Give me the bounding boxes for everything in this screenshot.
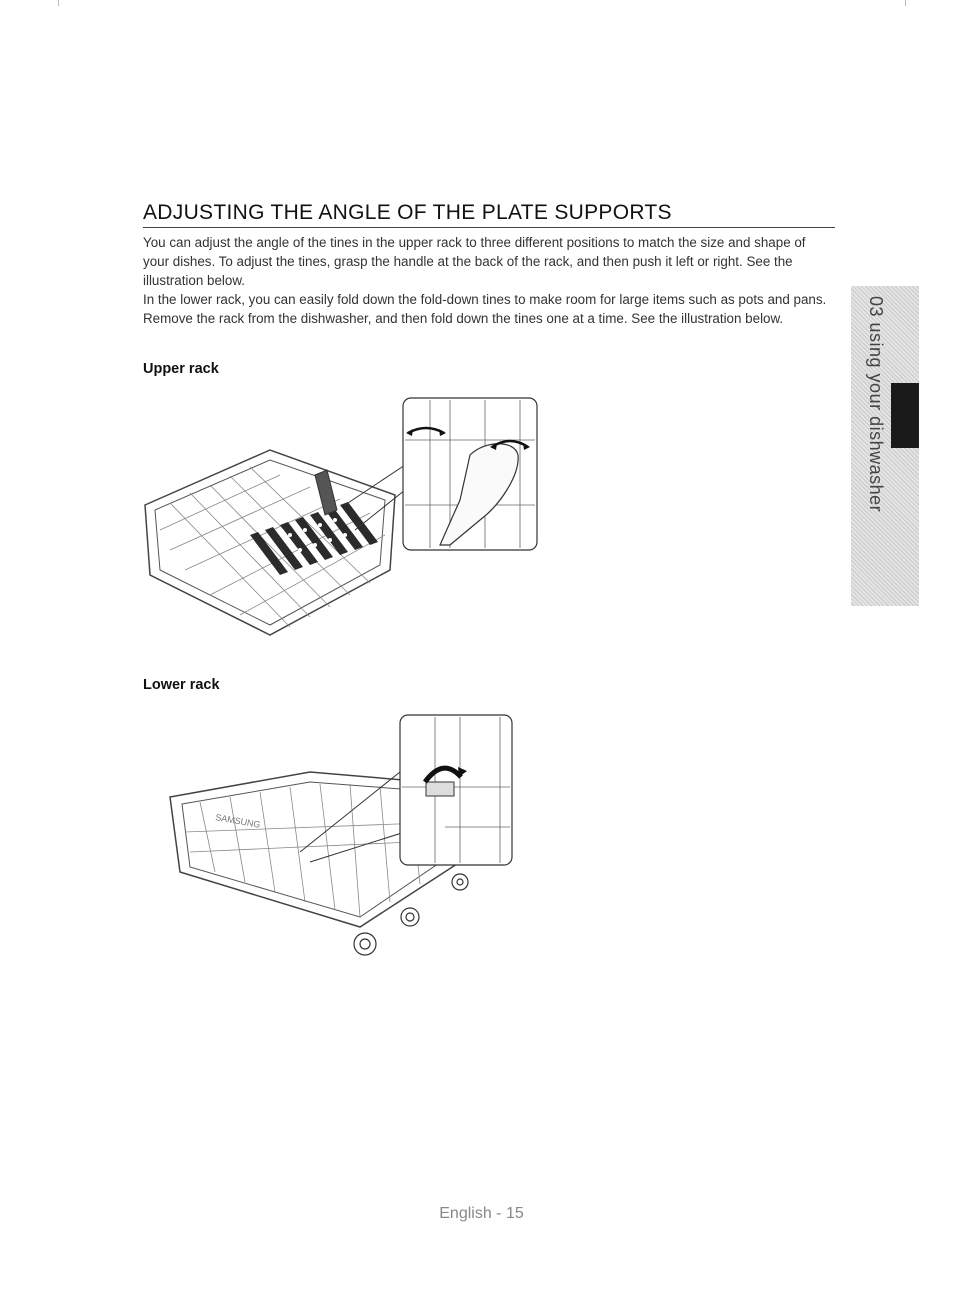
crop-mark-right [905, 0, 906, 6]
upper-rack-illustration [140, 395, 540, 650]
lower-rack-illustration [160, 712, 515, 962]
chapter-side-tab [851, 286, 919, 606]
page-number: English - 15 [439, 1205, 524, 1222]
rack-brand-text: SAMSUNG [214, 812, 262, 830]
crop-mark-left [58, 0, 59, 6]
chapter-marker [891, 383, 919, 448]
chapter-tab-label: 03 using your dishwasher [866, 296, 886, 513]
lower-rack-heading: Lower rack [143, 677, 220, 693]
paragraph-upper-rack: You can adjust the angle of the tines in the upper rack to three different positions to match the size and shape of your dishes. To adjust the tines, grasp the handle at the back of the rack, and then push it left or right. See the illustration below. [143, 235, 806, 288]
paragraph-lower-rack: In the lower rack, you can easily fold down the fold-down tines to make room for large items such as pots and pans. Remove the rack from the dishwasher, and then fold down the tines one at a time. See the illustration below. [143, 292, 827, 326]
upper-rack-heading: Upper rack [143, 361, 219, 377]
section-title: ADJUSTING THE ANGLE OF THE PLATE SUPPORTS [143, 201, 835, 228]
